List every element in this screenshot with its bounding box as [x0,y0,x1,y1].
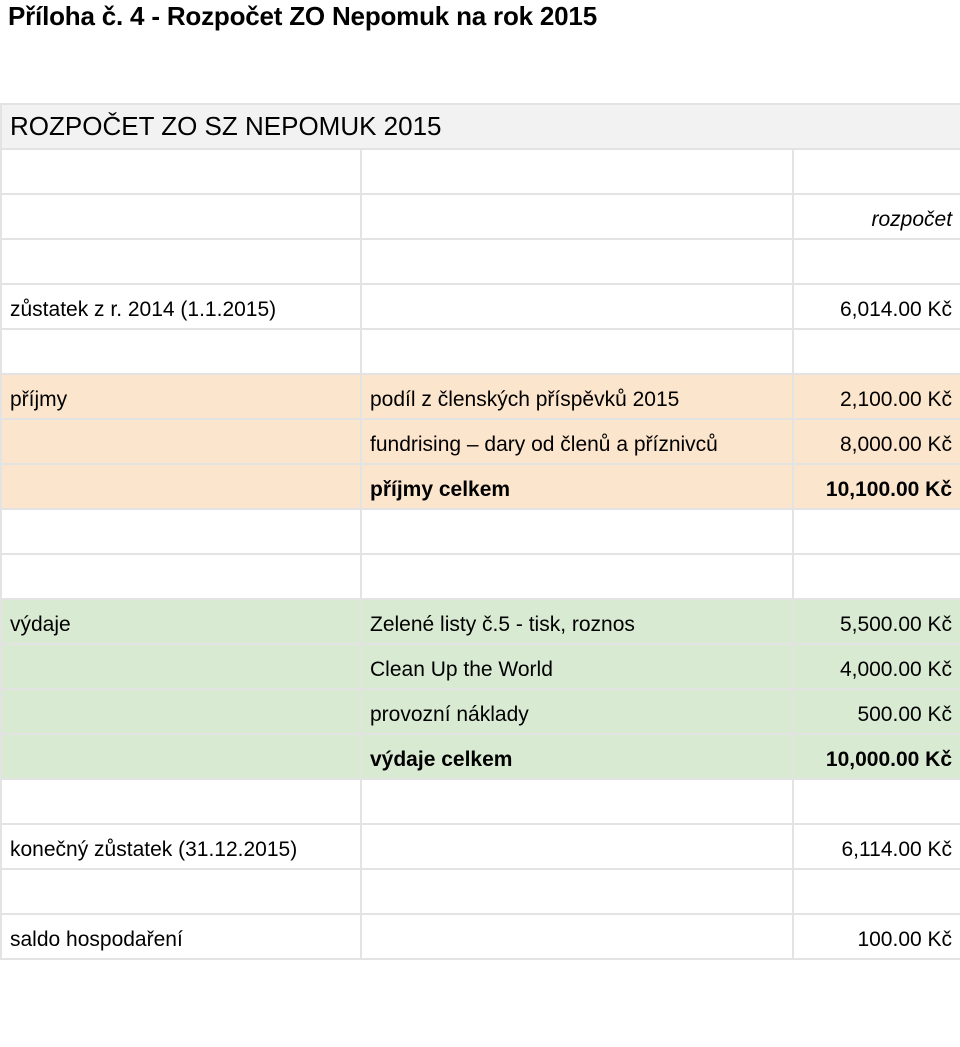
income-item-label: fundrising – dary od členů a příznivců [361,419,793,464]
expense-item-amount: 5,500.00 Kč [793,599,960,644]
expense-total-row [1,734,960,779]
income-item-label: podíl z členských příspěvků 2015 [361,374,793,419]
income-item-amount: 2,100.00 Kč [793,374,960,419]
expense-item-label: Zelené listy č.5 - tisk, roznos [361,599,793,644]
result-row [1,914,960,959]
expense-total-amount: 10,000.00 Kč [793,734,960,779]
income-total-row [1,464,960,509]
income-total-label: příjmy celkem [361,464,793,509]
closing-balance-row [1,824,960,869]
closing-balance-label: konečný zůstatek (31.12.2015) [1,824,361,869]
expense-item-label: provozní náklady [361,689,793,734]
empty-row [1,869,960,914]
expense-row [1,689,960,734]
budget-table [0,103,960,960]
empty-row [1,554,960,599]
income-total-amount: 10,100.00 Kč [793,464,960,509]
expense-total-label: výdaje celkem [361,734,793,779]
expense-item-label: Clean Up the World [361,644,793,689]
income-row [1,419,960,464]
expense-row [1,644,960,689]
document-title: Příloha č. 4 - Rozpočet ZO Nepomuk na rok 2015 [8,1,597,31]
opening-balance-row [1,284,960,329]
expense-item-amount: 500.00 Kč [793,689,960,734]
income-section-label: příjmy [1,374,361,419]
result-label: saldo hospodaření [1,914,361,959]
income-item-amount: 8,000.00 Kč [793,419,960,464]
income-row [1,374,960,419]
header-row [1,194,960,239]
table-title-row [1,104,960,149]
column-header-budget: rozpočet [793,194,960,239]
opening-balance-label: zůstatek z r. 2014 (1.1.2015) [1,284,361,329]
expense-section-label: výdaje [1,599,361,644]
empty-row [1,149,960,194]
empty-row [1,779,960,824]
result-amount: 100.00 Kč [793,914,960,959]
expense-item-amount: 4,000.00 Kč [793,644,960,689]
table-title: ROZPOČET ZO SZ NEPOMUK 2015 [1,104,960,149]
empty-row [1,239,960,284]
empty-row [1,329,960,374]
empty-row [1,509,960,554]
closing-balance-amount: 6,114.00 Kč [793,824,960,869]
opening-balance-amount: 6,014.00 Kč [793,284,960,329]
expense-row [1,599,960,644]
